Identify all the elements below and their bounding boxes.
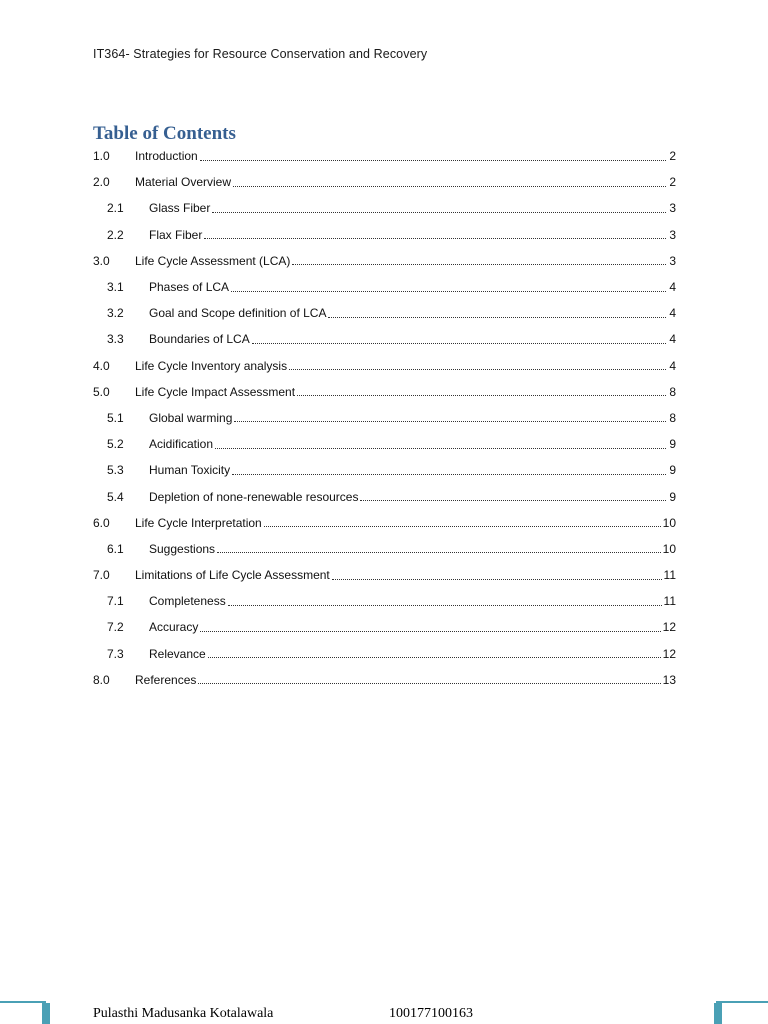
toc-entry[interactable] [93,667,676,693]
toc-entry-number: 3.0 [93,253,110,268]
toc-dot-leader [297,395,666,396]
toc-entry[interactable] [93,353,676,379]
toc-dot-leader [228,605,662,606]
toc-entry-label: Depletion of none-renewable resources [149,489,359,504]
toc-entry-label: Goal and Scope definition of LCA [149,306,327,321]
toc-entry-number: 3.1 [107,280,124,295]
toc-entry-number: 3.2 [107,306,124,321]
toc-entry-page: 10 [662,541,676,556]
toc-entry-number: 5.2 [107,437,124,452]
toc-entry-label: Relevance [149,646,206,661]
toc-entry[interactable] [93,614,676,640]
toc-entry-page: 8 [669,410,676,425]
toc-entry[interactable] [93,510,676,536]
toc-entry-label: Material Overview [135,175,232,190]
toc-dot-leader [212,212,666,213]
footer-author: Pulasthi Madusanka Kotalawala [93,1006,274,1021]
toc-entry-page: 11 [663,568,676,583]
toc-dot-leader [208,657,661,658]
toc-entry-number: 3.3 [107,332,124,347]
toc-entry-number: 7.0 [93,568,110,583]
toc-entry-label: Completeness [149,594,226,609]
toc-dot-leader [232,474,666,475]
toc-entry-number: 6.0 [93,515,110,530]
toc-dot-leader [252,343,666,344]
toc-entry[interactable] [93,405,676,431]
toc-entry-page: 2 [669,175,676,190]
toc-entry-label: Phases of LCA [149,280,230,295]
footer-accent-line-left [0,1001,46,1003]
toc-dot-leader [292,264,666,265]
toc-entry[interactable] [93,641,676,667]
running-header: IT364- Strategies for Resource Conservation and Recovery [93,47,428,61]
toc-entry-label: Glass Fiber [149,201,211,216]
toc-entry-number: 7.1 [107,594,124,609]
toc-entry[interactable] [93,195,676,221]
toc-entry-page: 4 [669,280,676,295]
toc-entry-page: 9 [669,489,676,504]
toc-entry-page: 9 [669,437,676,452]
toc-entry-page: 3 [669,253,676,268]
toc-entry-page: 2 [669,149,676,164]
toc-entry-number: 5.3 [107,463,124,478]
toc-entry-label: Introduction [135,149,198,164]
toc-entry-label: Acidification [149,437,214,452]
toc-entry[interactable] [93,379,676,405]
toc-dot-leader [231,291,666,292]
toc-entry-page: 10 [662,515,676,530]
toc-dot-leader [332,579,662,580]
toc-dot-leader [198,683,660,684]
toc-entry[interactable] [93,457,676,483]
toc-entry-number: 2.1 [107,201,124,216]
toc-entry-label: Life Cycle Impact Assessment [135,384,296,399]
toc-dot-leader [233,186,666,187]
toc-entry[interactable] [93,326,676,352]
toc-entry-number: 1.0 [93,149,110,164]
toc-entry-page: 12 [662,646,676,661]
toc-entry-label: Boundaries of LCA [149,332,250,347]
toc-entry-page: 11 [663,594,676,609]
toc-entry-label: Life Cycle Interpretation [135,515,262,530]
toc-entry-page: 13 [662,672,676,687]
toc-entry-page: 4 [669,358,676,373]
toc-entry-number: 5.0 [93,384,110,399]
toc-entry[interactable] [93,300,676,326]
toc-dot-leader [215,448,666,449]
toc-entry-label: References [135,672,197,687]
toc-entry-number: 2.2 [107,227,124,242]
toc-entry[interactable] [93,248,676,274]
table-of-contents [93,143,676,693]
toc-entry-number: 7.2 [107,620,124,635]
toc-dot-leader [217,552,661,553]
footer-accent-bar-left [42,1003,50,1024]
toc-entry-page: 3 [669,201,676,216]
toc-entry-label: Global warming [149,410,233,425]
toc-entry-label: Flax Fiber [149,227,203,242]
toc-dot-leader [234,421,666,422]
toc-entry[interactable] [93,431,676,457]
footer-accent-line-right [716,1001,768,1003]
toc-entry[interactable] [93,274,676,300]
footer-accent-bar-right [714,1003,722,1024]
toc-entry-label: Life Cycle Inventory analysis [135,358,288,373]
toc-entry-page: 3 [669,227,676,242]
toc-entry-page: 12 [662,620,676,635]
toc-entry-number: 6.1 [107,541,124,556]
toc-entry-page: 9 [669,463,676,478]
toc-dot-leader [200,160,666,161]
toc-dot-leader [328,317,666,318]
toc-entry-page: 4 [669,306,676,321]
footer-student-id: 100177100163 [389,1006,473,1021]
toc-entry[interactable] [93,222,676,248]
toc-entry-number: 5.4 [107,489,124,504]
toc-entry[interactable] [93,143,676,169]
toc-entry-label: Suggestions [149,541,216,556]
toc-entry-number: 4.0 [93,358,110,373]
toc-entry-number: 8.0 [93,672,110,687]
toc-entry-number: 7.3 [107,646,124,661]
toc-entry-page: 4 [669,332,676,347]
toc-entry-label: Accuracy [149,620,199,635]
toc-entry-label: Life Cycle Assessment (LCA) [135,253,291,268]
toc-entry[interactable] [93,536,676,562]
toc-entry-label: Limitations of Life Cycle Assessment [135,568,330,583]
toc-heading: Table of Contents [93,123,236,144]
toc-entry[interactable] [93,588,676,614]
toc-entry[interactable] [93,483,676,509]
toc-entry-number: 2.0 [93,175,110,190]
toc-dot-leader [289,369,666,370]
toc-dot-leader [204,238,666,239]
toc-entry-number: 5.1 [107,410,124,425]
toc-entry-page: 8 [669,384,676,399]
toc-entry[interactable] [93,562,676,588]
toc-entry[interactable] [93,169,676,195]
toc-dot-leader [264,526,661,527]
toc-dot-leader [200,631,660,632]
toc-entry-label: Human Toxicity [149,463,231,478]
toc-dot-leader [360,500,666,501]
